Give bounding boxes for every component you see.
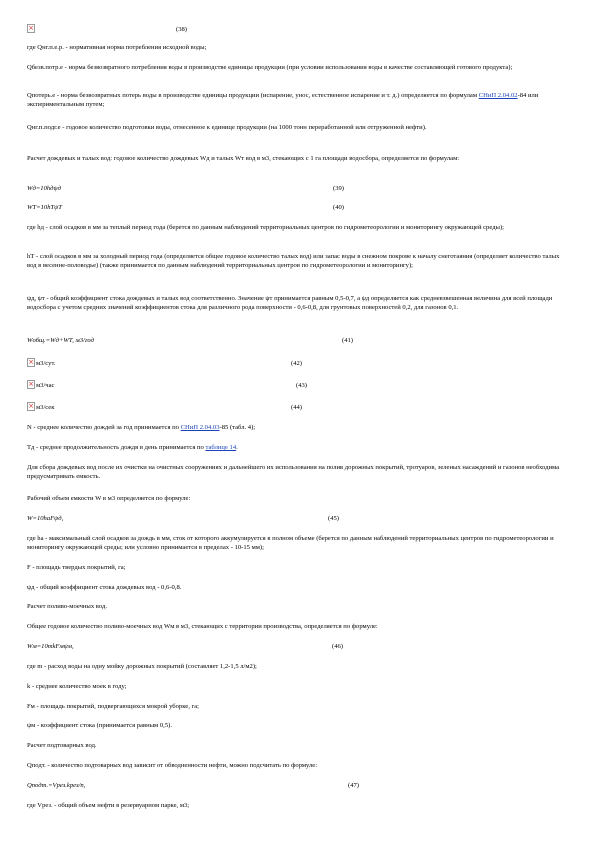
- snip-link[interactable]: СНиП 2.04.03: [180, 424, 220, 431]
- text-line: Qподт. - количество подтоварных вод зависит от обводненности нефти, можно подсчитать по формуле:: [27, 762, 318, 769]
- snip-link[interactable]: СНиП 2.04.02: [478, 92, 518, 99]
- text-line: Fм - площадь покрытий, подвергающихся мокрой уборке, га;: [27, 703, 199, 710]
- text-paragraph: где hд - слой осадков в мм за теплый период года (берется по данным наблюдений территориальных центров по гидрометеорологии и мониторингу окружающей среды);: [27, 224, 505, 231]
- equation-number: (47): [348, 782, 359, 789]
- equation-number: (45): [328, 515, 339, 522]
- text-line: где Vрез. - общий объем нефти в резервуарном парке, м3;: [27, 802, 190, 809]
- formula-39: Wд=10hдψд: [27, 185, 61, 192]
- text-line: Общее годовое количество поливо-моечных вод Wм в м3, стекающих с территории производства, определяется по формуле:: [27, 623, 378, 630]
- text-line: где m - расход воды на одну мойку дорожных покрытий (составляет 1,2-1,5 л/м2);: [27, 663, 257, 670]
- text-paragraph: где hа - максимальный слой осадков за дождь в мм, сток от которого аккумулируется в полном объеме (берется по данным наблюдений территориальных центров по гидрометеорологии и мониторингу окружающей среды; или условно принимается в пределах - 10-15 мм);: [27, 535, 554, 551]
- equation-number: (40): [333, 204, 344, 211]
- section-heading: Расчет поливо-моечных вод.: [27, 603, 107, 610]
- equation-number: (39): [333, 185, 344, 192]
- text-paragraph: ψд, ψт - общий коэффициент стока дождевых и талых вод соответственно. Значение ψт принимается равным 0,5-0,7, а ψд определяется как средневзвешенная величина для всей площади водосбора с учетом средних значений коэффициентов стока для различного рода поверхности - 0,6-0,8, для грунтовых поверхностей 0,2, для газонов 0,1.: [27, 295, 553, 311]
- equation-number: (41): [342, 337, 353, 344]
- formula-38-row: [27, 24, 569, 35]
- text-line: Рабочий объем емкости W в м3 определяется по формуле:: [27, 495, 191, 502]
- formula-41: Wобщ.=Wд+WТ, м3/год: [27, 337, 94, 344]
- text-line: k - среднее количество моек в году;: [27, 683, 127, 690]
- text-paragraph: Qбезв.потр.е - норма безвозвратного потребления воды в производстве единицы продукции (при условии использования воды в качестве составляющей готового продукта);: [27, 64, 513, 71]
- broken-image-icon: [27, 402, 35, 411]
- equation-number: (38): [176, 26, 187, 33]
- text-line: ψд - общий коэффициент стока дождевых вод - 0,6-0,8.: [27, 584, 182, 591]
- text-paragraph: Расчет дождевых и талых вод: годовое количество дождевых Wд и талых Wт вод в м3, стекающих с 1 га площади водосбора, определяется по формулам:: [27, 155, 460, 162]
- text-paragraph: hТ - слой осадков в мм за холодный период года (определяется общее годовое количество талых вод) или запас воды в снежном покрове к началу снеготаяния (определяет количество талых вод в весенне-половодье) (также принимается по данным наблюдений территориальных центров по гидрометеорологии и мониторингу);: [27, 253, 560, 269]
- text-line: где Qнг.п.е.р. - нормативная норма потребления исходной воды;: [27, 44, 207, 51]
- broken-image-icon: [27, 358, 35, 367]
- equation-number: (43): [296, 382, 307, 389]
- broken-image-icon: [27, 24, 35, 33]
- text-line: ψм - коэффициент стока (принимается равным 0,5).: [27, 722, 172, 729]
- formula-45: W=10hаFψд,: [27, 515, 64, 522]
- equation-number: (44): [291, 404, 302, 411]
- formula-42-row: ×м3/сут.: [27, 358, 227, 369]
- text-line: F - площадь твердых покрытий, га;: [27, 564, 126, 571]
- broken-image-icon: [27, 380, 35, 389]
- text-paragraph: Qпотерь.е - норма безвозвратных потерь воды в производстве единицы продукции (испарение, унос, естественное испарение и т. д.) определяется по формулам СНиП 2.04.02-84 или экспериментальным путем;: [27, 92, 539, 108]
- text-line: Тд - среднее продолжительность дождя в день принимается по таблице 14.: [27, 444, 238, 451]
- text-line: N - среднее количество дождей за год принимается по СНиП 2.04.03-85 (табл. 4);: [27, 424, 256, 431]
- formula-44-row: ×м3/сек: [27, 402, 227, 413]
- section-heading: Расчет подтоварных вод.: [27, 742, 97, 749]
- text-paragraph: Qнг.п.подг.е - годовое количество подготовки воды, отнесенное к единице продукции (на 1000 тонн переработанной или отгруженной нефти).: [27, 124, 427, 131]
- formula-40: WТ=10hТψТ: [27, 204, 62, 211]
- table-link[interactable]: таблице 14: [205, 444, 237, 451]
- formula-43-row: ×м3/час: [27, 380, 227, 391]
- formula-46: Wм=10mkFмψм,: [27, 643, 74, 650]
- equation-number: (46): [332, 643, 343, 650]
- equation-number: (42): [291, 360, 302, 367]
- text-paragraph: Для сбора дождевых вод после их очистки на очистных сооружениях и дальнейшего их использования на полив дорожных покрытий, тротуаров, зеленых насаждений и газонов необходима предусматривать емкость.: [27, 464, 560, 480]
- formula-47: Qподт.=Vрез.kрез/n,: [27, 782, 86, 789]
